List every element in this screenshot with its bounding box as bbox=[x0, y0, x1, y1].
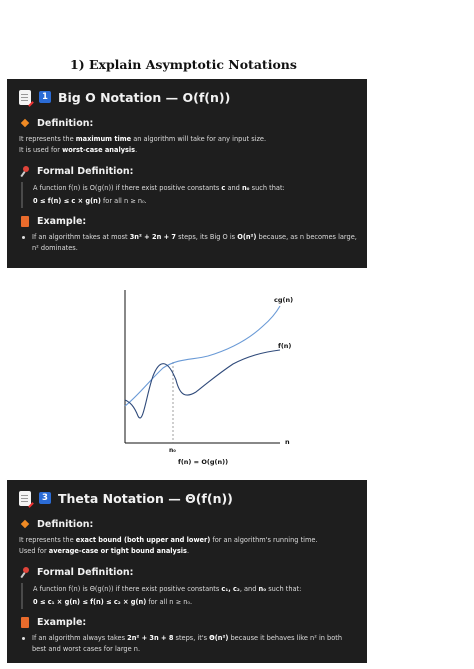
n0-label: n₀ bbox=[169, 447, 176, 454]
book-icon bbox=[21, 216, 29, 227]
definition-line-1: It represents the maximum time an algorithm will take for any input size. bbox=[19, 135, 267, 143]
formal-definition-quote: A function f(n) is Θ(g(n)) if there exist positive constants c₁, c₂, and n₀ such that: 0 ≤ c₁ × g(n) ≤ f(n) ≤ c₂ × g(n) for all n ≥ n₀. bbox=[21, 583, 357, 609]
big-o-card bbox=[7, 79, 367, 268]
number-badge: 1 bbox=[39, 91, 51, 103]
definition-heading: Definition: bbox=[19, 517, 357, 531]
definition-line-1: It represents the exact bound (both upper and lower) for an algorithm's running time. bbox=[19, 536, 318, 544]
card-header bbox=[19, 87, 357, 107]
definition-line-2: Used for average-case or tight bound analysis. bbox=[19, 547, 190, 555]
example-bullet: If an algorithm takes at most 3n² + 2n + 7 steps, its Big O is O(n²) because, as n becomes large, n² dominates. bbox=[19, 232, 357, 254]
memo-icon bbox=[19, 491, 31, 506]
pushpin-icon bbox=[20, 166, 30, 176]
orange-diamond-icon bbox=[21, 119, 29, 127]
memo-icon bbox=[19, 90, 31, 105]
card-title: Big O Notation — O(f(n)) bbox=[58, 89, 231, 105]
definition-line-2: It is used for worst-case analysis. bbox=[19, 146, 138, 154]
formal-definition-heading: Formal Definition: bbox=[19, 565, 357, 579]
big-o-graph bbox=[118, 288, 304, 468]
f-curve bbox=[125, 350, 280, 418]
bullet-dot bbox=[22, 236, 25, 239]
number-badge: 3 bbox=[39, 492, 51, 504]
n-axis-label: n bbox=[285, 438, 290, 446]
book-icon bbox=[21, 617, 29, 628]
example-heading: Example: bbox=[19, 214, 357, 228]
f-label: f(n) bbox=[278, 342, 292, 350]
formal-definition-heading: Formal Definition: bbox=[19, 164, 357, 178]
card-title: Theta Notation — Θ(f(n)) bbox=[58, 490, 233, 506]
graph-caption: f(n) = O(g(n)) bbox=[178, 458, 229, 466]
orange-diamond-icon bbox=[21, 520, 29, 528]
page-title: 1) Explain Asymptotic Notations bbox=[70, 57, 297, 72]
card-header bbox=[19, 488, 357, 508]
formal-definition-quote: A function f(n) is O(g(n)) if there exist positive constants c and n₀ such that: 0 ≤ f(n) ≤ c × g(n) for all n ≥ n₀. bbox=[21, 182, 357, 208]
example-bullet: If an algorithm always takes 2n² + 3n + 8 steps, it's Θ(n²) because it behaves like n² in both best and worst cases for large n. bbox=[19, 633, 357, 655]
definition-heading: Definition: bbox=[19, 116, 357, 130]
theta-card bbox=[7, 480, 367, 663]
bullet-dot bbox=[22, 637, 25, 640]
pushpin-icon bbox=[20, 567, 30, 577]
cg-label: cg(n) bbox=[274, 296, 294, 304]
example-heading: Example: bbox=[19, 615, 357, 629]
